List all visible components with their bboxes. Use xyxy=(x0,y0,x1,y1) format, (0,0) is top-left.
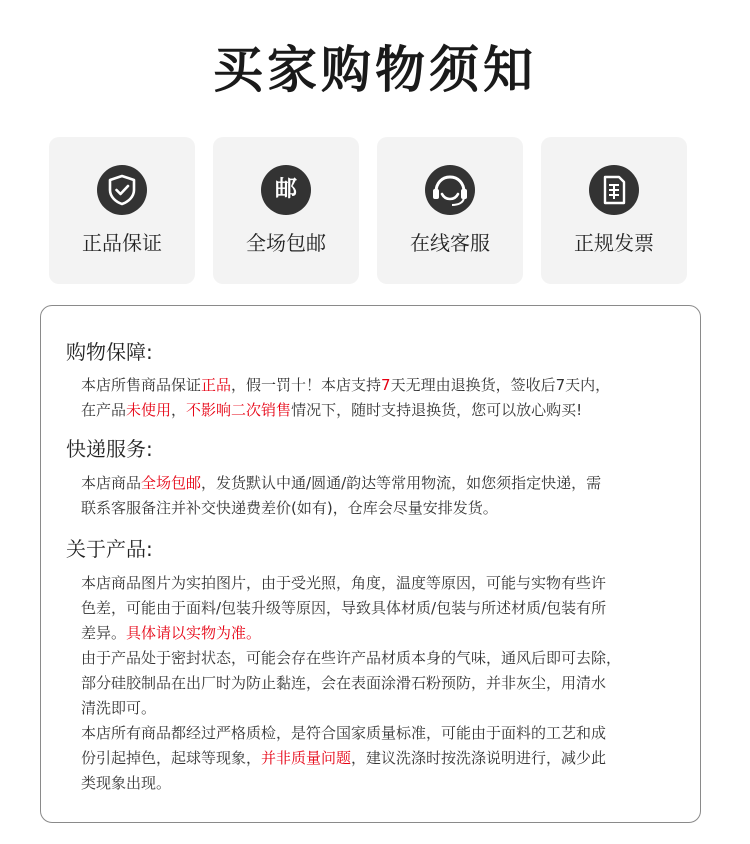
invoice-icon xyxy=(589,165,639,215)
guarantee-line-1: 本店所售商品保证正品，假一罚十！本店支持7天无理由退换货，签收后7天内， xyxy=(81,376,611,394)
shipping-line-1: 本店商品全场包邮，发货默认中通/圆通/韵达等常用物流，如您须指定快递，需 xyxy=(81,474,602,492)
section-title-shipping: 快递服务: xyxy=(66,437,153,461)
guarantee-line-2: 在产品未使用，不影响二次销售情况下，随时支持退换货，您可以放心购买! xyxy=(81,401,583,419)
product-line-7: 本店所有商品都经过严格质检，是符合国家质量标准，可能由于面料的工艺和成 xyxy=(81,724,607,742)
product-line-2: 色差，可能由于面料/包装升级等原因，导致具体材质/包装与所述材质/包装有所 xyxy=(81,599,607,617)
purchase-notice-card xyxy=(40,305,701,823)
product-line-8: 份引起掉色，起球等现象，并非质量问题，建议洗涤时按洗涤说明进行，减少此 xyxy=(81,749,607,767)
highlight-text: 并非质量问题 xyxy=(261,749,352,767)
highlight-text: 全场包邮 xyxy=(141,474,202,492)
product-line-3: 差异。具体请以实物为准。 xyxy=(81,624,262,642)
highlight-text: 不影响二次销售 xyxy=(186,401,292,419)
product-line-1: 本店商品图片为实拍图片，由于受光照，角度，温度等原因，可能与实物有些许 xyxy=(81,574,607,592)
page-title: 买家购物须知 xyxy=(213,41,537,99)
highlight-text: 7 xyxy=(381,376,391,394)
headset-icon xyxy=(425,165,475,215)
feature-label: 在线客服 xyxy=(410,231,490,255)
feature-card-online-service xyxy=(377,137,523,284)
shipping-line-2: 联系客服备注并补交快递费差价(如有)，仓库会尽量安排发货。 xyxy=(81,499,498,517)
feature-label: 正规发票 xyxy=(574,231,654,255)
feature-label: 正品保证 xyxy=(82,231,162,255)
mail-badge-icon: 邮 xyxy=(261,165,311,215)
feature-label: 全场包邮 xyxy=(246,231,326,255)
highlight-text: 正品 xyxy=(201,376,232,394)
feature-row xyxy=(49,137,691,284)
shield-check-icon xyxy=(97,165,147,215)
section-title-guarantee: 购物保障: xyxy=(66,340,153,364)
highlight-text: 未使用 xyxy=(126,401,172,419)
feature-card-invoice xyxy=(541,137,687,284)
product-line-5: 部分硅胶制品在出厂时为防止黏连，会在表面涂滑石粉预防，并非灰尘，用清水 xyxy=(81,674,607,692)
product-line-9: 类现象出现。 xyxy=(81,774,172,792)
product-line-4: 由于产品处于密封状态，可能会存在些许产品材质本身的气味，通风后即可去除， xyxy=(81,649,622,667)
feature-card-free-shipping xyxy=(213,137,359,284)
feature-card-authentic xyxy=(49,137,195,284)
product-line-6: 清洗即可。 xyxy=(81,699,157,717)
highlight-text: 具体请以实物为准。 xyxy=(126,624,262,642)
section-title-product: 关于产品: xyxy=(66,537,153,561)
